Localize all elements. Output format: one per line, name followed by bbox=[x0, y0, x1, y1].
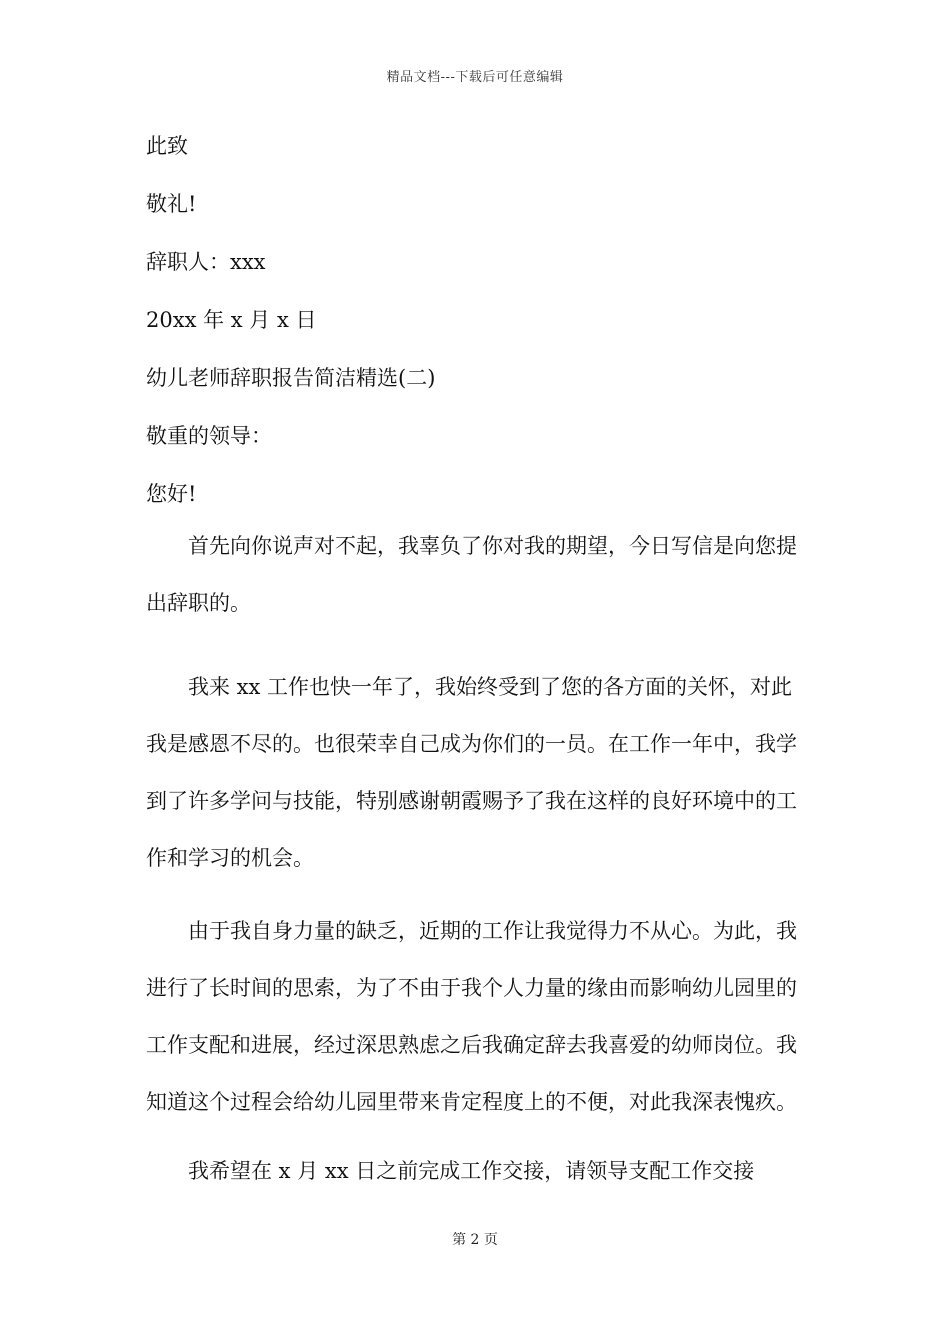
paragraph-3: 由于我自身力量的缺乏，近期的工作让我觉得力不从心。为此，我进行了长时间的思索，为了不由于我个人力量的缘由而影响幼儿园里的工作支配和进展，经过深思熟虑之后我确定辞去我喜爱的幼师岗位。我知道这个过程会给幼儿园里带来肯定程度上的不便，对此我深表愧疚。 bbox=[146, 919, 797, 1114]
page-number: 第 2 页 bbox=[452, 1232, 498, 1248]
paragraph-2: 我来 xx 工作也快一年了，我始终受到了您的各方面的关怀，对此我是感恩不尽的。也很荣幸自己成为你们的一员。在工作一年中，我学到了许多学问与技能，特别感谢朝霞赐予了我在这样的良好环境中的工作和学习的机会。 bbox=[146, 675, 797, 870]
paragraph-1: 首先向你说声对不起，我辜负了你对我的期望，今日写信是向您提出辞职的。 bbox=[146, 534, 797, 615]
page-header: 精品文档---下载后可任意编辑 bbox=[386, 70, 564, 85]
paragraph-4: 我希望在 x 月 xx 日之前完成工作交接，请领导支配工作交接 bbox=[188, 1159, 755, 1183]
signer-line: 辞职人：xxx bbox=[146, 250, 266, 274]
section-title: 幼儿老师辞职报告简洁精选(二) bbox=[146, 366, 436, 390]
document-body bbox=[146, 132, 806, 1200]
greeting-hello: 您好! bbox=[146, 482, 197, 506]
regards-line: 敬礼! bbox=[146, 192, 197, 216]
date-line: 20xx 年 x 月 x 日 bbox=[146, 308, 317, 332]
greeting-recipient: 敬重的领导： bbox=[146, 424, 272, 448]
salutation-line: 此致 bbox=[146, 134, 188, 158]
